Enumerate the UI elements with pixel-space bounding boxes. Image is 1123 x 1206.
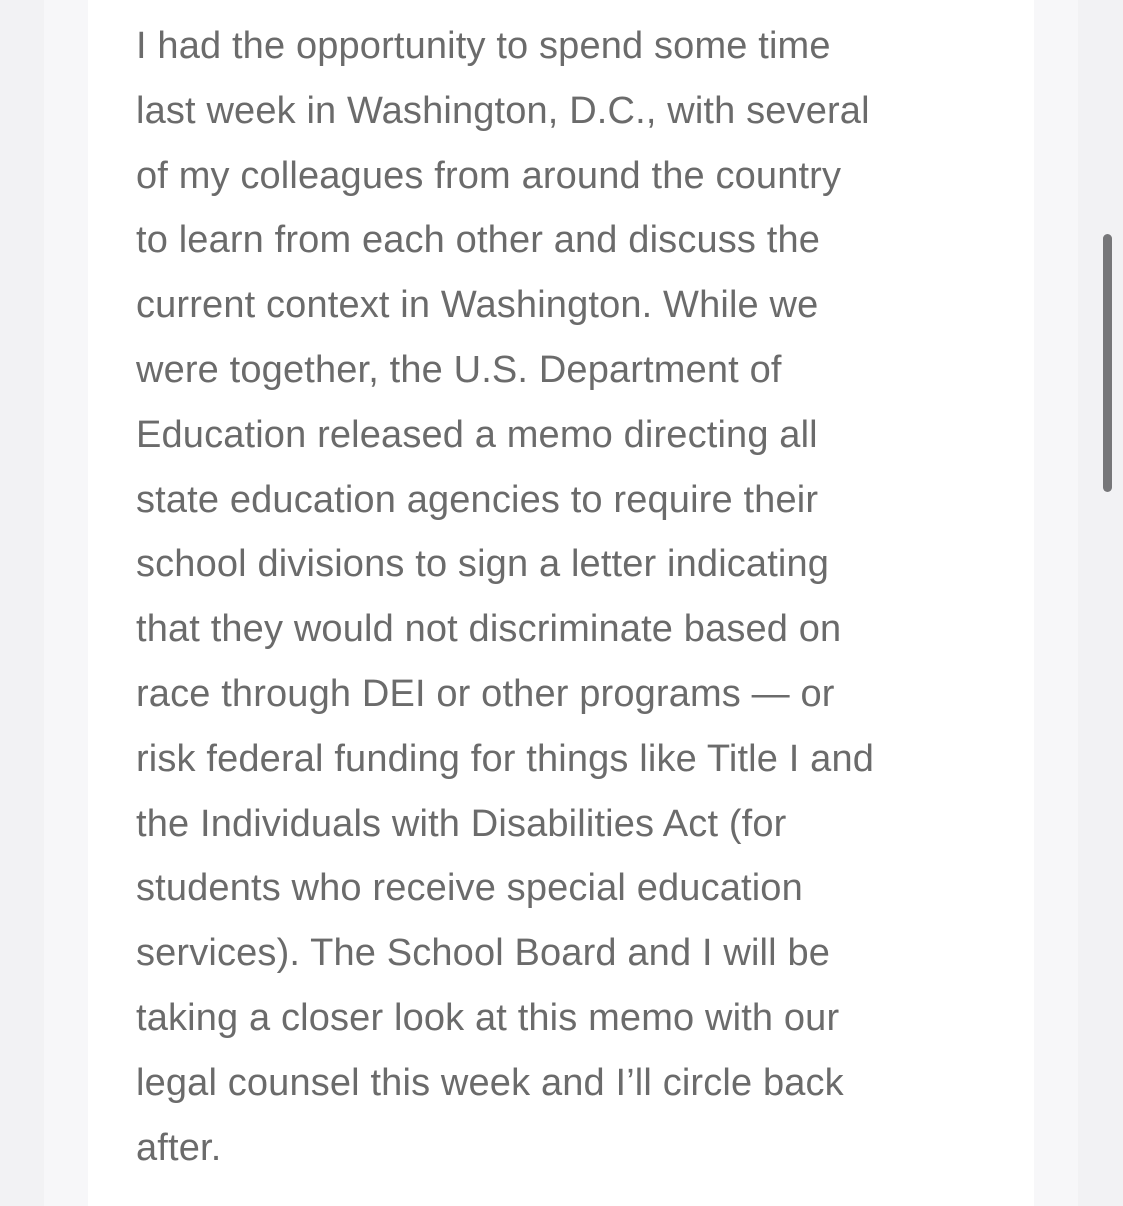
paragraph-line: I had the opportunity to spend some time: [136, 25, 831, 67]
paragraph-line: race through DEI or other programs — or: [136, 672, 835, 715]
paragraph-line: current context in Washington. While we: [136, 284, 819, 327]
paragraph-line: to learn from each other and discuss the: [136, 219, 821, 262]
paragraph-line: of my colleagues from around the country: [136, 154, 842, 197]
paragraph-line: students who receive special education: [136, 867, 803, 910]
vertical-scrollbar-thumb[interactable]: [1103, 234, 1112, 492]
paragraph-line: taking a closer look at this memo with our: [136, 996, 840, 1039]
paragraph-line: that they would not discriminate based on: [136, 608, 842, 651]
paragraph-line: after.: [136, 1126, 222, 1169]
paragraph-line: Education released a memo directing all: [136, 413, 818, 456]
paragraph-line: legal counsel this week and I’ll circle back: [136, 1061, 844, 1104]
paragraph-line: last week in Washington, D.C., with several: [136, 89, 870, 132]
paragraph-line: school divisions to sign a letter indicating: [136, 543, 830, 586]
article-paragraph: [136, 14, 996, 1180]
paragraph-line: were together, the U.S. Department of: [136, 348, 782, 391]
paragraph-line: state education agencies to require their: [136, 478, 819, 521]
paragraph-line: the Individuals with Disabilities Act (for: [136, 802, 787, 845]
paragraph-line: risk federal funding for things like Title I and: [136, 737, 875, 780]
paragraph-line: services). The School Board and I will be: [136, 932, 831, 975]
